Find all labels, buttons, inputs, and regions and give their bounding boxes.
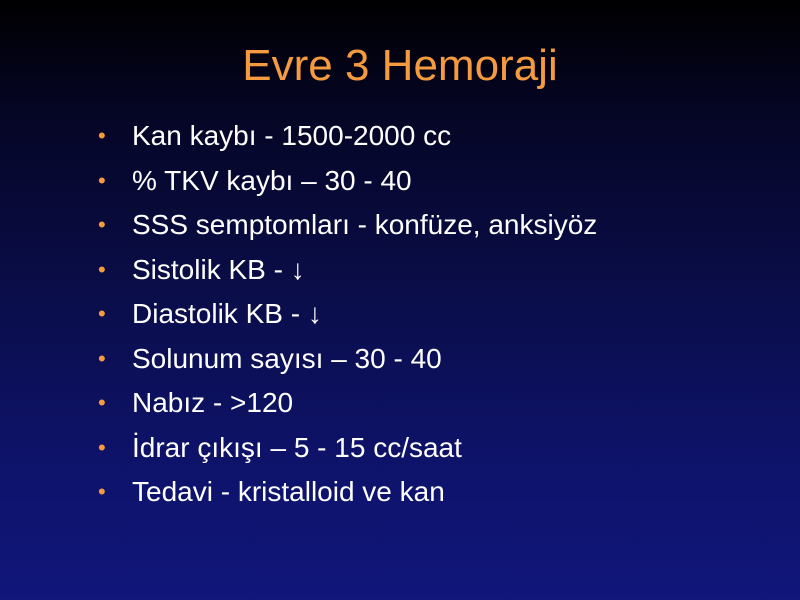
bullet-icon: • bbox=[98, 390, 106, 416]
bullet-list bbox=[98, 114, 778, 515]
bullet-text: Diastolik KB - ↓ bbox=[132, 298, 322, 330]
bullet-item bbox=[98, 203, 778, 248]
slide-title: Evre 3 Hemoraji bbox=[242, 41, 558, 90]
bullet-item bbox=[98, 248, 778, 293]
bullet-text: İdrar çıkışı – 5 - 15 cc/saat bbox=[132, 431, 462, 463]
bullet-icon: • bbox=[98, 345, 106, 371]
bullet-text: Solunum sayısı – 30 - 40 bbox=[132, 342, 442, 374]
bullet-text: Kan kaybı - 1500-2000 cc bbox=[132, 120, 452, 152]
bullet-text: SSS semptomları - konfüze, anksiyöz bbox=[132, 209, 598, 241]
bullet-item bbox=[98, 159, 778, 204]
bullet-text: Sistolik KB - ↓ bbox=[132, 253, 305, 285]
bullet-icon: • bbox=[98, 212, 106, 238]
bullet-icon: • bbox=[98, 256, 106, 282]
bullet-icon: • bbox=[98, 434, 106, 460]
bullet-text: Tedavi - kristalloid ve kan bbox=[132, 476, 445, 508]
bullet-item bbox=[98, 381, 778, 426]
bullet-icon: • bbox=[98, 167, 106, 193]
bullet-item bbox=[98, 292, 778, 337]
bullet-text: Nabız - >120 bbox=[132, 387, 294, 419]
bullet-item bbox=[98, 426, 778, 471]
bullet-icon: • bbox=[98, 301, 106, 327]
bullet-item bbox=[98, 470, 778, 515]
bullet-item bbox=[98, 114, 778, 159]
bullet-icon: • bbox=[98, 123, 106, 149]
bullet-item bbox=[98, 337, 778, 382]
bullet-icon: • bbox=[98, 479, 106, 505]
bullet-text: % TKV kaybı – 30 - 40 bbox=[132, 164, 412, 196]
